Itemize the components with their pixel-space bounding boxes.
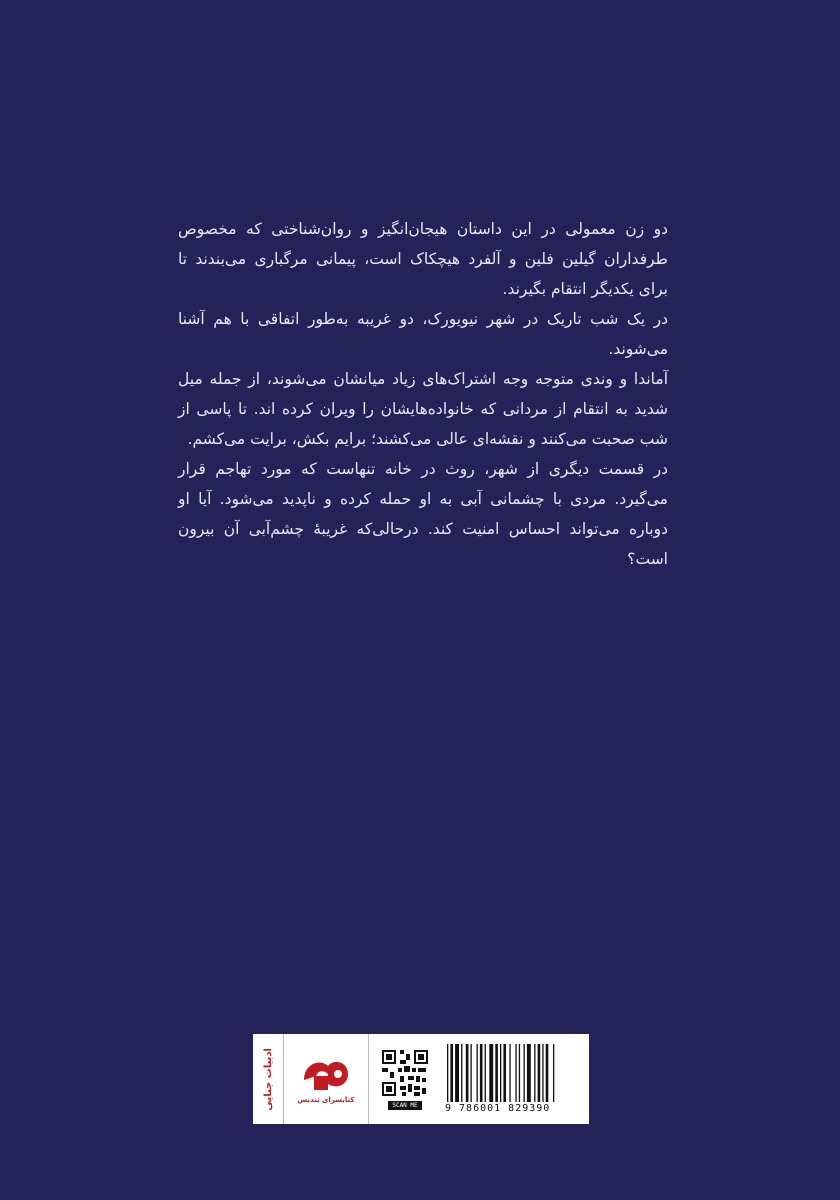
publisher-name: کتابسرای تندیس — [297, 1096, 355, 1104]
blurb-paragraph-1: دو زن معمولی در این داستان هیجان‌انگیز و روان‌شناختی که مخصوص طرفداران گیلین فلین و آلفرد هیچکاک است، پیمانی مرگباری می‌بندند تا برای یکدیگر انتقام بگیرند. — [178, 220, 668, 298]
barcode-bars — [445, 1044, 585, 1102]
qr-code[interactable] — [369, 1034, 441, 1124]
blurb-paragraph-4: در قسمت دیگری از شهر، روث در خانه تنهاست که مورد تهاجم قرار می‌گیرد. مردی با چشمانی آبی به او حمله کرده و ناپدید می‌شود. آیا او دوباره می‌تواند احساس امنیت کند. درحالی‌که غریبهٔ چشم‌آبی آن بیرون است؟ — [178, 460, 668, 568]
publisher-logo-icon — [298, 1054, 354, 1094]
back-cover-blurb — [178, 214, 668, 574]
genre-label: ادبیات جنایی — [262, 1047, 274, 1111]
blurb-paragraph-2: در یک شب تاریک در شهر نیویورک، دو غریبه به‌طور اتفاقی با هم آشنا می‌شوند. — [178, 310, 668, 358]
genre-label-box — [253, 1034, 284, 1124]
blurb-paragraph-3: آماندا و وندی متوجه وجه اشتراک‌های زیاد میانشان می‌شوند، از جمله میل شدید به انتقام از مردانی که خانواده‌هایشان را ویران کرده اند. تا پاسی از شب صحبت می‌کنند و نقشه‌ای عالی می‌کشند؛ برایم بکش، برایت می‌کشم. — [178, 370, 668, 448]
imprint-box — [253, 1034, 589, 1124]
isbn-barcode — [441, 1034, 589, 1124]
isbn-number: 9 786001 829390 — [445, 1103, 551, 1114]
qr-caption: SCAN ME — [388, 1101, 421, 1110]
qr-code-icon — [380, 1048, 430, 1098]
publisher-logo — [284, 1034, 369, 1124]
